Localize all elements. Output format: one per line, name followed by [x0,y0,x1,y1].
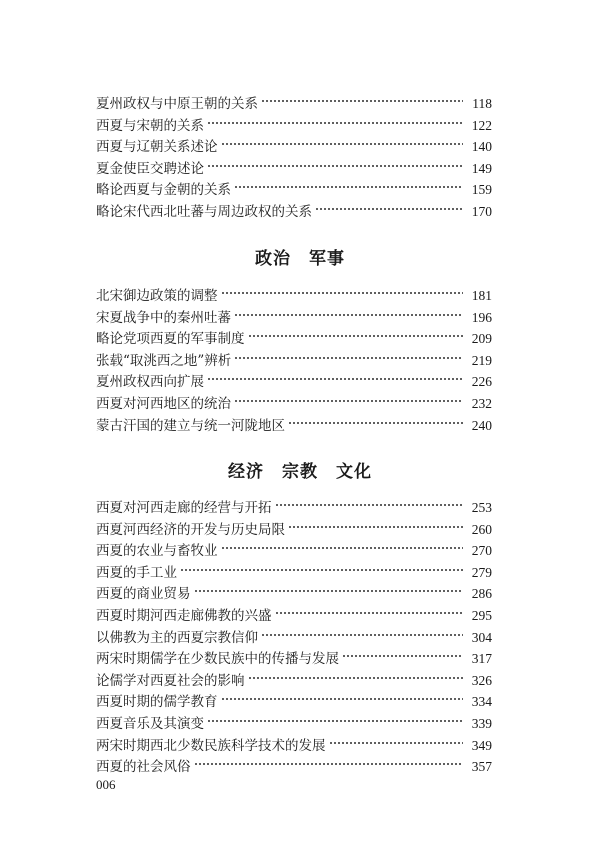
page-number: 006 [96,777,116,792]
toc-entry[interactable] [96,115,492,137]
toc-entry-page: 118 [472,96,492,111]
toc-entry-page: 270 [471,543,492,559]
toc-leader-dots [180,566,463,574]
toc-leader-dots [234,311,463,319]
toc-group-economy-religion-culture [96,497,492,778]
toc-entry[interactable] [96,201,492,223]
toc-entry-title: 以佛教为主的西夏宗教信仰 [96,629,258,646]
toc-entry[interactable] [96,691,492,713]
toc-leader-dots [207,119,463,127]
toc-group-politics-military [96,285,492,436]
toc-entry-page: 226 [471,374,492,390]
toc-leader-dots [275,501,464,509]
toc-entry[interactable] [96,285,492,307]
toc-entry-title: 西夏音乐及其演变 [96,715,204,732]
toc-entry[interactable] [96,519,492,541]
toc-entry-page: 170 [471,203,492,219]
toc-entry-page: 279 [471,564,492,580]
toc-entry-title: 西夏的商业贸易 [96,586,191,603]
toc-entry[interactable] [96,93,492,115]
toc-entry[interactable] [96,497,492,519]
toc-entry-page: 181 [471,288,492,303]
toc-entry[interactable] [96,158,492,180]
toc-leader-dots [194,760,464,768]
toc-leader-dots [221,695,464,703]
toc-entry-title: 西夏时期的儒学教育 [96,694,218,711]
toc-entry-title: 北宋御边政策的调整 [96,288,218,304]
toc-entry-page: 159 [471,182,492,198]
toc-entry-page: 317 [471,651,492,667]
toc-leader-dots [234,183,463,191]
toc-entry-page: 334 [471,694,492,710]
toc-leader-dots [288,419,463,427]
toc-entry-page: 304 [471,629,492,645]
toc-leader-dots [329,739,464,747]
section-heading-economy-religion-culture: 经济 宗教 文化 [228,462,372,482]
toc-leader-dots [207,717,463,725]
toc-leader-dots [288,523,463,531]
toc-entry-title: 西夏的农业与畜牧业 [96,543,218,560]
toc-leader-dots [221,140,464,148]
toc-entry[interactable] [96,540,492,562]
toc-entry[interactable] [96,350,492,372]
toc-entry-page: 209 [471,331,492,347]
toc-entry[interactable] [96,562,492,584]
toc-leader-dots [261,97,463,105]
toc-entry-title: 西夏对河西走廊的经营与开拓 [96,500,272,516]
toc-entry-page: 140 [471,139,492,155]
toc-entry-page: 357 [471,759,492,775]
toc-leader-dots [234,354,463,362]
toc-leader-dots [234,397,463,405]
section-heading-politics-military: 政治 军事 [255,249,345,269]
toc-leader-dots [248,332,464,340]
toc-leader-dots [194,587,464,595]
toc-entry-page: 253 [471,500,492,515]
toc-entry[interactable] [96,713,492,735]
toc-leader-dots [275,609,464,617]
toc-entry-page: 349 [471,737,492,753]
toc-entry-page: 240 [471,417,492,433]
toc-entry-title: 夏州政权与中原王朝的关系 [96,96,258,112]
toc-leader-dots [221,544,464,552]
toc-entry-page: 339 [471,715,492,731]
toc-entry[interactable] [96,627,492,649]
toc-leader-dots [221,289,464,297]
toc-entry[interactable] [96,393,492,415]
toc-entry-title: 夏金使臣交聘述论 [96,160,204,177]
toc-entry-title: 两宋时期儒学在少数民族中的传播与发展 [96,651,339,668]
toc-entry-title: 蒙古汗国的建立与统一河陇地区 [96,417,285,434]
toc-entry-title: 略论西夏与金朝的关系 [96,182,231,199]
toc-entry-title: 张载“取洮西之地”辨析 [96,352,232,369]
toc-entry[interactable] [96,605,492,627]
toc-entry-page: 149 [471,160,492,176]
toc-group-relations [96,93,492,223]
toc-entry-title: 西夏的手工业 [96,564,177,581]
toc-entry[interactable] [96,648,492,670]
toc-entry[interactable] [96,670,492,692]
toc-entry[interactable] [96,136,492,158]
toc-entry[interactable] [96,735,492,757]
toc-entry-page: 295 [471,607,492,623]
toc-entry[interactable] [96,307,492,329]
toc-leader-dots [315,205,463,213]
toc-entry-page: 232 [471,395,492,411]
toc-leader-dots [342,652,463,660]
toc-entry[interactable] [96,328,492,350]
toc-entry-title: 西夏与辽朝关系述论 [96,139,218,156]
toc-entry-title: 西夏与宋朝的关系 [96,117,204,134]
toc-entry-title: 夏州政权西向扩展 [96,374,204,391]
toc-entry-title: 西夏河西经济的开发与历史局限 [96,521,285,538]
toc-entry-title: 略论宋代西北吐蕃与周边政权的关系 [96,203,312,220]
toc-leader-dots [261,631,463,639]
toc-entry-title: 论儒学对西夏社会的影响 [96,672,245,689]
toc-entry-page: 286 [471,586,492,602]
toc-leader-dots [207,375,463,383]
toc-leader-dots [248,674,464,682]
toc-entry[interactable] [96,415,492,437]
toc-entry[interactable] [96,179,492,201]
toc-entry-page: 122 [471,117,492,133]
toc-entry-page: 219 [471,352,492,368]
toc-leader-dots [207,162,463,170]
toc-entry-title: 两宋时期西北少数民族科学技术的发展 [96,737,326,754]
toc-entry-title: 西夏的社会风俗 [96,759,191,776]
toc-entry-title: 宋夏战争中的秦州吐蕃 [96,309,231,326]
toc-entry-title: 西夏时期河西走廊佛教的兴盛 [96,607,272,624]
toc-entry[interactable] [96,583,492,605]
toc-entry-title: 略论党项西夏的军事制度 [96,331,245,348]
toc-entry-page: 196 [471,309,492,325]
toc-entry[interactable] [96,371,492,393]
toc-entry[interactable] [96,756,492,778]
toc-entry-title: 西夏对河西地区的统治 [96,395,231,412]
toc-entry-page: 326 [471,672,492,688]
toc-entry-page: 260 [471,521,492,537]
